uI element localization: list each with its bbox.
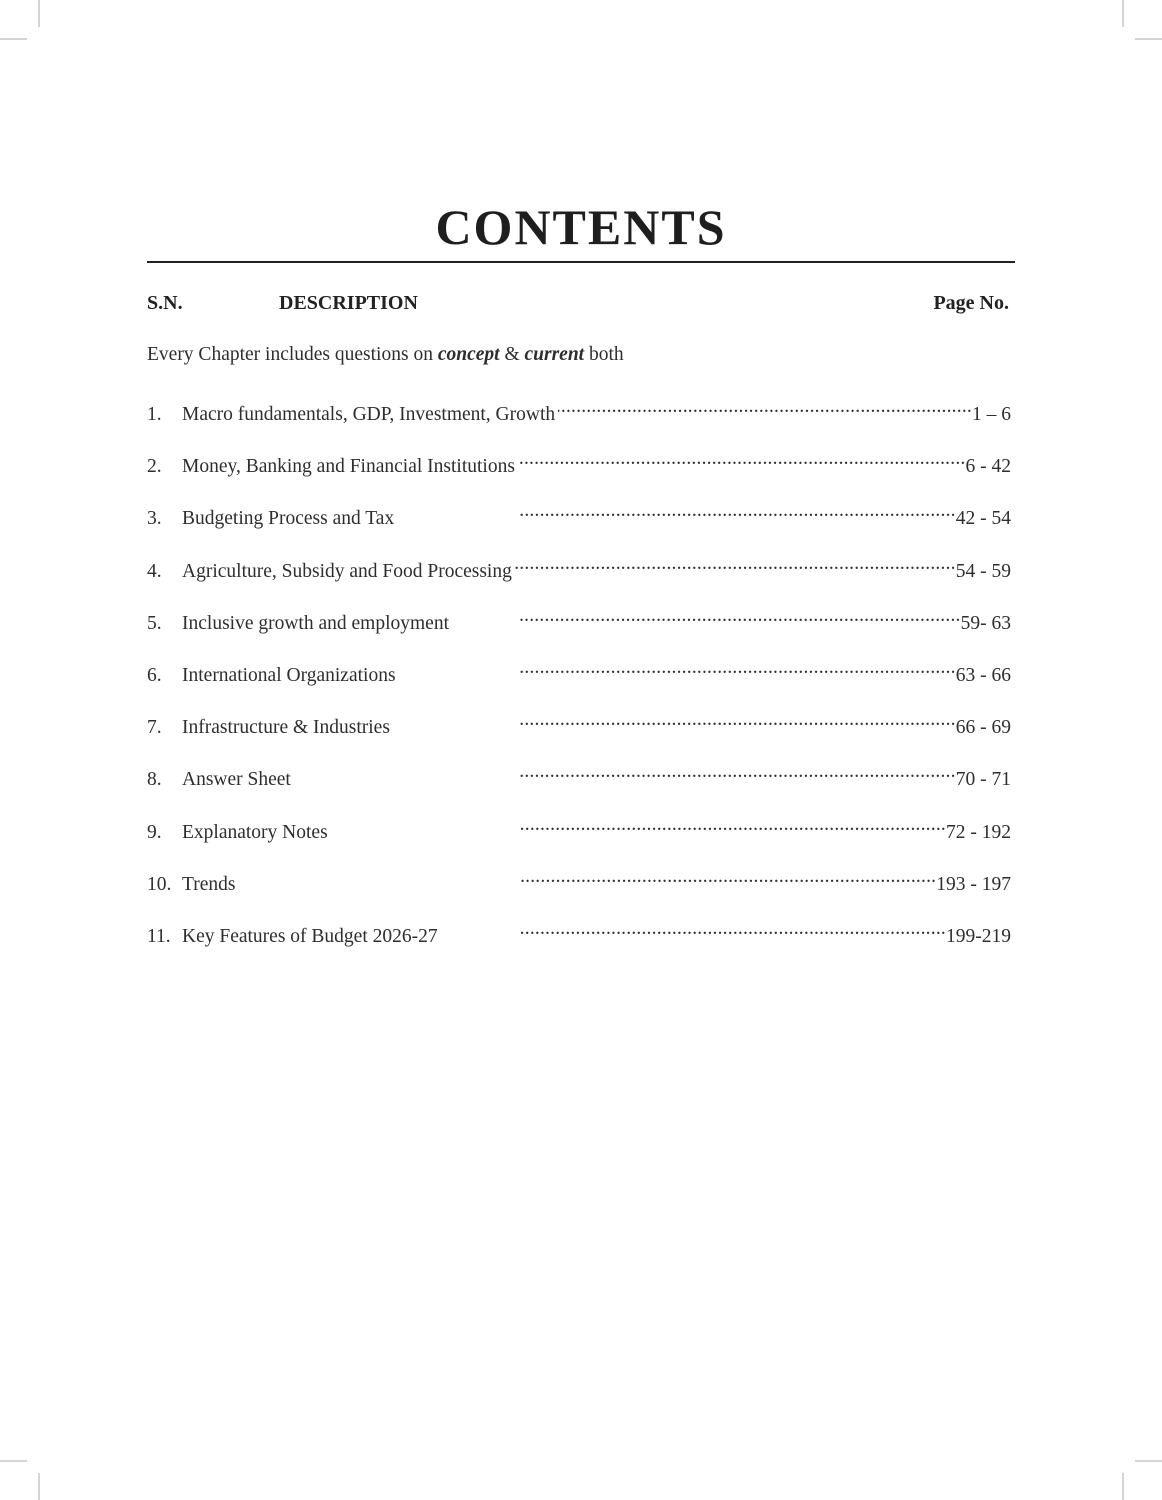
toc-entry[interactable] xyxy=(147,500,1011,530)
entry-title: Trends xyxy=(182,873,236,895)
dot-leader xyxy=(519,657,956,681)
entry-title: Agriculture, Subsidy and Food Processing xyxy=(182,560,512,582)
note-amp: & xyxy=(499,344,525,365)
dot-leader xyxy=(519,814,946,838)
entry-number: 8. xyxy=(147,769,162,791)
note-concept: concept xyxy=(437,344,500,365)
entry-pages: 54 - 59 xyxy=(955,560,1011,582)
entry-number: 9. xyxy=(147,821,162,843)
dot-leader xyxy=(558,396,972,420)
crop-mark xyxy=(1122,0,1124,27)
entry-pages: 6 - 42 xyxy=(965,456,1011,478)
dot-leader xyxy=(519,605,961,629)
toc-entry[interactable] xyxy=(147,814,1011,843)
crop-mark xyxy=(1122,1473,1124,1500)
crop-mark xyxy=(0,38,27,40)
entry-pages: 59- 63 xyxy=(960,612,1011,634)
entry-number: 6. xyxy=(147,665,162,686)
toc-entry[interactable] xyxy=(147,605,1011,634)
dot-leader xyxy=(519,500,956,524)
entry-number: 10. xyxy=(147,873,172,895)
toc-entry[interactable] xyxy=(147,657,1011,686)
entry-title: Key Features of Budget 2026-27 xyxy=(182,926,438,947)
entry-number: 7. xyxy=(147,717,162,739)
toc-entry[interactable] xyxy=(147,866,1011,895)
title-divider xyxy=(147,261,1015,263)
entry-pages: 63 - 66 xyxy=(955,665,1011,686)
crop-mark xyxy=(1135,1460,1162,1462)
entry-number: 5. xyxy=(147,612,162,634)
entry-title: Answer Sheet xyxy=(182,769,291,791)
header-sn: S.N. xyxy=(147,292,183,314)
toc-entry[interactable] xyxy=(147,553,1011,582)
entry-title: Money, Banking and Financial Institutions xyxy=(182,456,515,478)
dot-leader xyxy=(518,448,966,472)
entry-number: 2. xyxy=(147,456,162,478)
entry-title: Inclusive growth and employment xyxy=(182,612,449,634)
note-suffix: both xyxy=(584,344,624,365)
entry-title: Macro fundamentals, GDP, Investment, Growth xyxy=(182,404,556,425)
header-page-no: Page No. xyxy=(933,292,1009,314)
dot-leader xyxy=(515,553,956,577)
header-description: DESCRIPTION xyxy=(279,292,418,314)
entry-title: Infrastructure & Industries xyxy=(182,717,390,739)
dot-leader xyxy=(519,866,936,890)
entry-pages: 42 - 54 xyxy=(955,508,1011,530)
entry-number: 1. xyxy=(147,404,162,425)
entry-pages: 70 - 71 xyxy=(955,769,1011,791)
entry-number: 3. xyxy=(147,508,162,530)
crop-mark xyxy=(1135,38,1162,40)
toc-entry[interactable] xyxy=(147,709,1011,739)
toc-entry[interactable] xyxy=(147,918,1011,947)
page-title: CONTENTS xyxy=(435,199,727,255)
entry-pages: 199-219 xyxy=(946,926,1011,947)
crop-mark xyxy=(38,1473,40,1500)
entry-title: Budgeting Process and Tax xyxy=(182,508,395,530)
entry-pages: 193 - 197 xyxy=(936,873,1011,895)
entry-number: 4. xyxy=(147,560,162,582)
dot-leader xyxy=(519,918,946,942)
entry-title: International Organizations xyxy=(182,665,396,686)
chapter-note xyxy=(147,344,624,366)
dot-leader xyxy=(519,761,956,785)
entry-pages: 1 – 6 xyxy=(972,404,1011,425)
dot-leader xyxy=(519,709,956,733)
note-text: Every Chapter includes questions on xyxy=(147,344,438,365)
toc-entry[interactable] xyxy=(147,448,1011,478)
entry-pages: 66 - 69 xyxy=(955,717,1011,739)
toc-entry[interactable] xyxy=(147,396,1011,425)
crop-mark xyxy=(0,1460,27,1462)
entry-pages: 72 - 192 xyxy=(946,821,1011,843)
entry-title: Explanatory Notes xyxy=(182,821,328,843)
crop-mark xyxy=(38,0,40,27)
entry-number: 11. xyxy=(147,926,171,947)
note-current: current xyxy=(524,344,585,365)
toc-entry[interactable] xyxy=(147,761,1011,791)
